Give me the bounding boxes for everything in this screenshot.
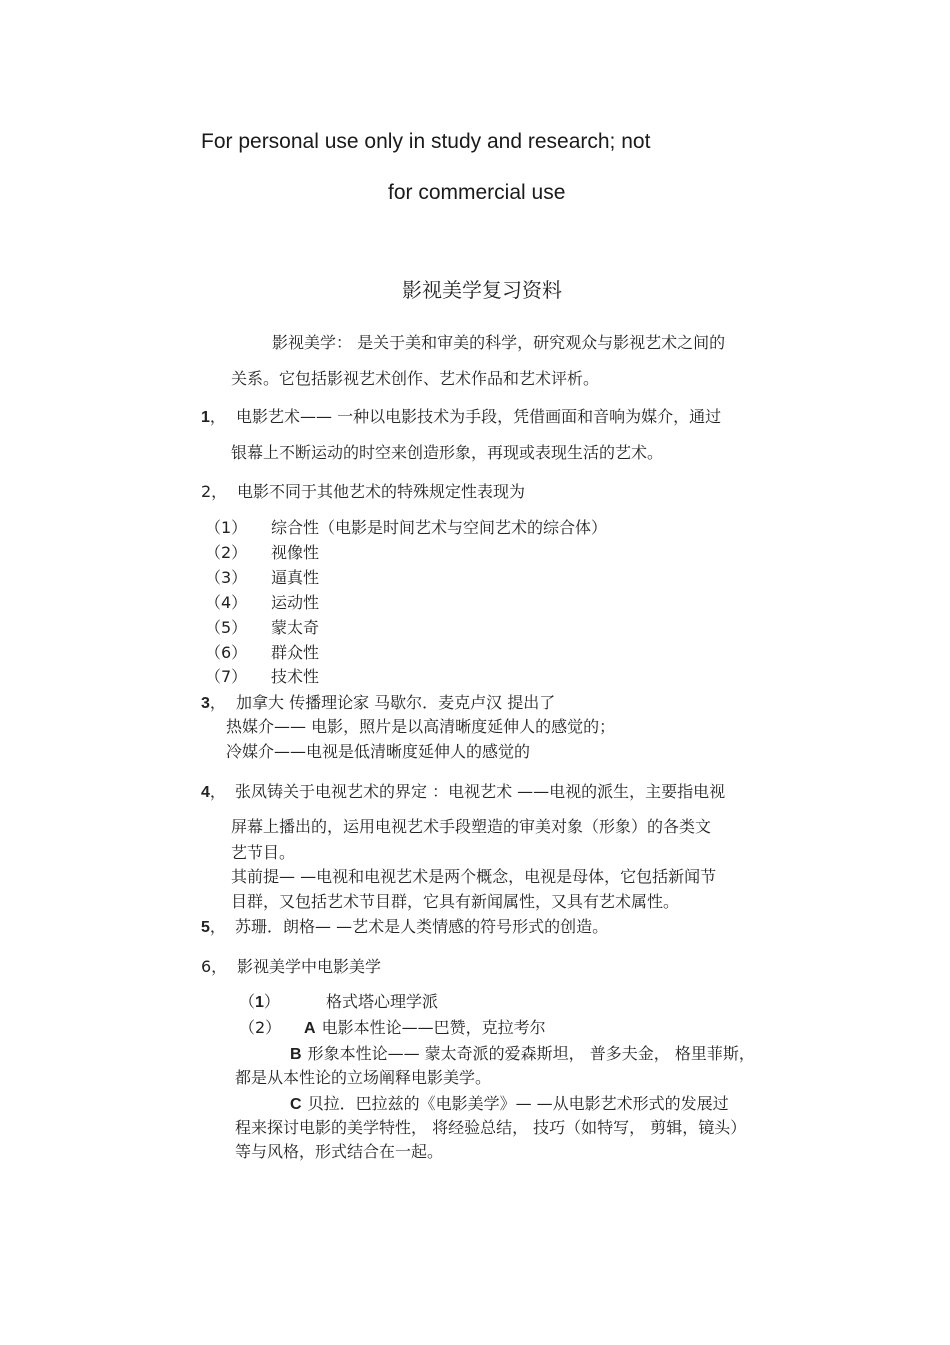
item-4-line-5: 目群，又包括艺术节目群，它具有新闻属性，又具有艺术属性。 (231, 892, 680, 911)
item-3-line-2: 热媒介—— 电影，照片是以高清晰度延伸人的感觉的； (226, 717, 616, 736)
item-2-sub-label: （3） (205, 568, 248, 587)
item-6-sub-2-label: （2） (239, 1018, 282, 1037)
item-2-sub-text: 逼真性 (271, 568, 320, 587)
item-6-sub-2-c-line-2: 程来探讨电影的美学特性， 将经验总结， 技巧（如特写， 剪辑，镜头） (235, 1118, 747, 1137)
item-2-sub-label: （2） (205, 543, 248, 562)
disclaimer-line-1: For personal use only in study and research; not (201, 130, 651, 153)
item-6-sub-2-c: C 贝拉．巴拉兹的《电影美学》— —从电影艺术形式的发展过 (290, 1094, 729, 1113)
item-6-line-1: 影视美学中电影美学 (237, 957, 382, 976)
item-6-sub-1-label: （1） (239, 992, 280, 1011)
item-3-number: 3， (201, 693, 226, 712)
intro-line-2: 关系。它包括影视艺术创作、艺术作品和艺术评析。 (231, 369, 600, 388)
item-1-line-2: 银幕上不断运动的时空来创造形象，再现或表现生活的艺术。 (231, 443, 664, 462)
item-2-sub-text: 技术性 (271, 667, 320, 686)
item-2-number: 2， (201, 482, 228, 501)
item-6-sub-1-text: 格式塔心理学派 (326, 992, 439, 1011)
item-2-sub-text: 群众性 (271, 643, 320, 662)
item-5-line-1: 苏珊．朗格— —艺术是人类情感的符号形式的创造。 (235, 917, 609, 936)
item-6-sub-2-b: B 形象本性论—— 蒙太奇派的爱森斯坦， 普多夫金， 格里菲斯， (290, 1044, 755, 1063)
item-6-sub-2-a: A 电影本性论——巴赞，克拉考尔 (304, 1018, 546, 1037)
item-2-sub-label: （6） (205, 643, 248, 662)
item-1-line-1: 电影艺术—— 一种以电影技术为手段，凭借画面和音响为媒介，通过 (236, 407, 722, 426)
item-2-sub-text: 蒙太奇 (271, 618, 320, 637)
item-2-sub-label: （4） (205, 593, 248, 612)
item-2-sub-text: 视像性 (271, 543, 320, 562)
item-2-sub-label: （7） (205, 667, 248, 686)
item-6-sub-2-c-line-3: 等与风格，形式结合在一起。 (235, 1142, 444, 1161)
page-title: 影视美学复习资料 (402, 278, 562, 302)
item-4-line-4: 其前提— —电视和电视艺术是两个概念，电视是母体，它包括新闻节 (231, 867, 717, 886)
item-4-number: 4， (201, 782, 226, 801)
item-3-line-3: 冷媒介——电视是低清晰度延伸人的感觉的 (226, 742, 531, 761)
item-4-line-3: 艺节目。 (231, 843, 296, 862)
intro-line-1: 影视美学： 是关于美和审美的科学，研究观众与影视艺术之间的 (272, 333, 726, 352)
item-6-number: 6， (201, 957, 228, 976)
disclaimer-line-2: for commercial use (388, 181, 566, 204)
item-3-line-1: 加拿大 传播理论家 马歇尔．麦克卢汉 提出了 (236, 693, 556, 712)
item-2-sub-text: 运动性 (271, 593, 320, 612)
item-2-sub-label: （5） (205, 618, 248, 637)
item-4-line-2: 屏幕上播出的，运用电视艺术手段塑造的审美对象（形象）的各类文 (231, 817, 712, 836)
item-2-line-1: 电影不同于其他艺术的特殊规定性表现为 (237, 482, 526, 501)
item-2-sub-text: 综合性（电影是时间艺术与空间艺术的综合体） (271, 518, 608, 537)
item-2-sub-label: （1） (205, 518, 248, 537)
item-6-sub-2-b-line-2: 都是从本性论的立场阐释电影美学。 (235, 1068, 492, 1087)
item-4-line-1: 张凤铸关于电视艺术的界定 ：电视艺术 ——电视的派生，主要指电视 (235, 782, 726, 801)
item-1-number: 1， (201, 407, 226, 426)
item-5-number: 5， (201, 917, 226, 936)
